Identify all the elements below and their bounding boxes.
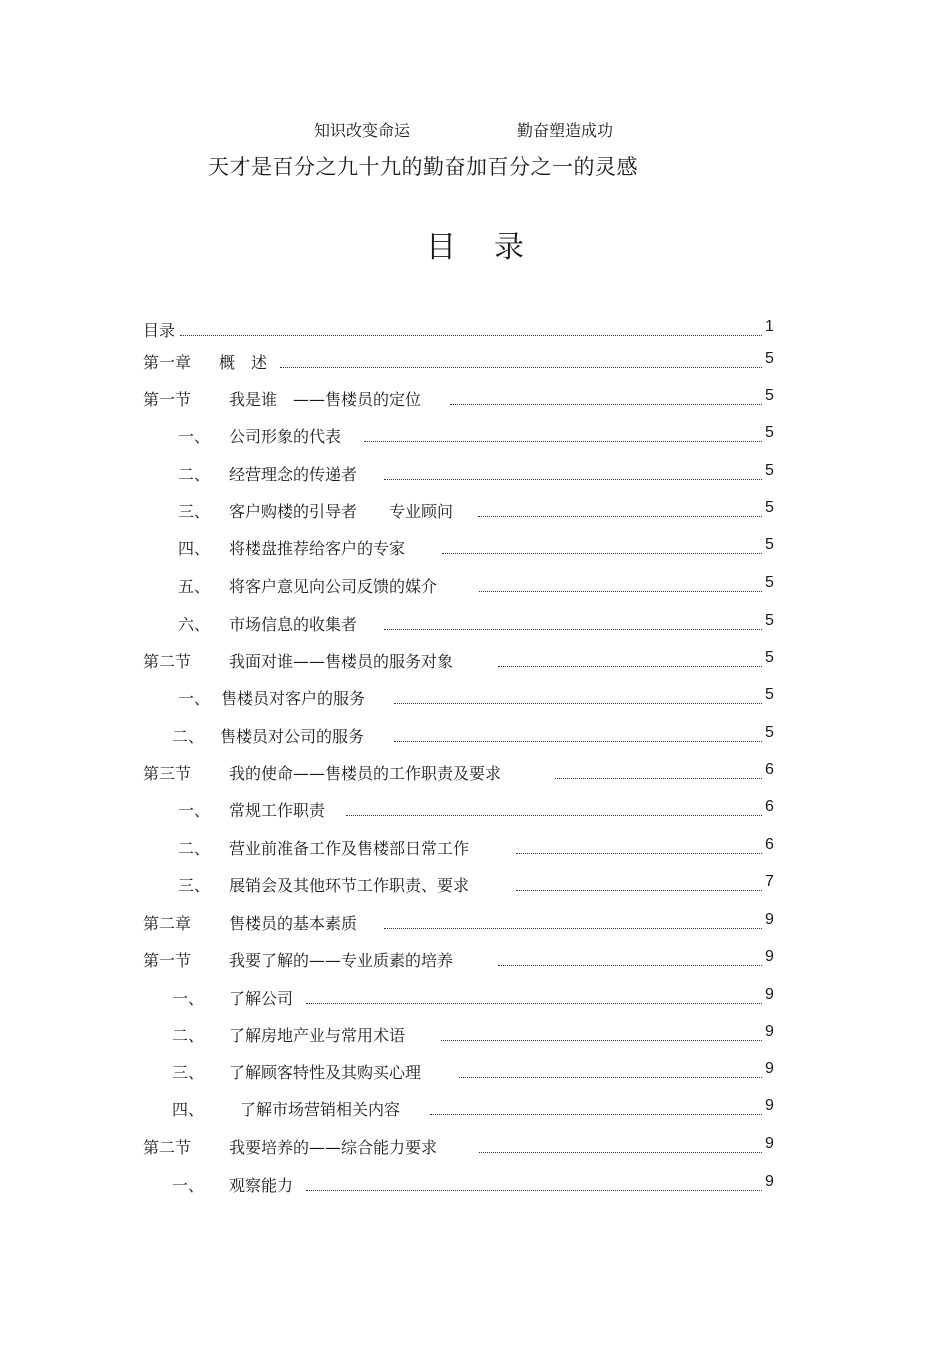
toc-entry-number: 第三节 [143, 764, 192, 783]
toc-entry-number: 三、 [178, 876, 211, 895]
toc-leader-dots [555, 778, 762, 779]
toc-entry[interactable] [0, 350, 950, 372]
toc-entry[interactable] [0, 1097, 950, 1119]
toc-entry-number: 一、 [172, 1176, 205, 1195]
toc-entry-title: 展销会及其他环节工作职责、要求 [229, 876, 470, 895]
toc-entry[interactable] [0, 424, 950, 446]
toc-heading-char-1: 目 [426, 230, 456, 265]
toc-entry-title: 售楼员对公司的服务 [220, 727, 365, 746]
toc-entry[interactable] [0, 798, 950, 820]
toc-entry[interactable] [0, 1135, 950, 1157]
toc-entry-number: 一、 [178, 801, 211, 820]
toc-entry-page: 5 [765, 462, 774, 479]
toc-leader-dots [498, 666, 762, 667]
toc-entry[interactable] [0, 574, 950, 596]
toc-entry-page: 5 [765, 499, 774, 516]
toc-entry-title: 营业前准备工作及售楼部日常工作 [229, 839, 470, 858]
toc-entry[interactable] [0, 836, 950, 858]
toc-leader-dots [450, 404, 762, 405]
motto-left: 知识改变命运 [314, 121, 411, 140]
toc-entry-page: 6 [765, 761, 774, 778]
toc-entry[interactable] [0, 686, 950, 708]
toc-leader-dots [430, 1114, 762, 1115]
quote-line: 天才是百分之九十九的勤奋加百分之一的灵感 [208, 155, 638, 179]
toc-entry-title: 将客户意见向公司反馈的媒介 [229, 577, 438, 596]
toc-leader-dots [394, 741, 762, 742]
motto-right: 勤奋塑造成功 [517, 121, 614, 140]
toc-entry-number: 第二节 [143, 652, 192, 671]
toc-entry-title: 我的使命——售楼员的工作职责及要求 [229, 764, 502, 783]
toc-leader-dots [516, 890, 762, 891]
toc-entry-number: 一、 [178, 427, 211, 446]
toc-entry-title: 公司形象的代表 [229, 427, 342, 446]
toc-entry-title: 我要培养的——综合能力要求 [229, 1138, 438, 1157]
toc-entry-page: 5 [765, 649, 774, 666]
toc-leader-dots [384, 928, 762, 929]
toc-entry[interactable] [0, 761, 950, 783]
toc-leader-dots [441, 1040, 762, 1041]
toc-leader-dots [306, 1190, 762, 1191]
toc-entry-title: 目录 [143, 321, 176, 340]
toc-heading [0, 222, 950, 266]
toc-entry[interactable] [0, 462, 950, 484]
toc-leader-dots [442, 553, 762, 554]
toc-entry-title: 经营理念的传递者 [229, 465, 358, 484]
toc-entry[interactable] [0, 1023, 950, 1045]
toc-entry-title: 我要了解的——专业质素的培养 [229, 951, 454, 970]
toc-entry[interactable] [0, 911, 950, 933]
toc-entry-page: 5 [765, 350, 774, 367]
toc-entry-number: 三、 [178, 502, 211, 521]
toc-entry-page: 9 [765, 911, 774, 928]
toc-entry-page: 5 [765, 387, 774, 404]
toc-entry-title: 常规工作职责 [229, 801, 326, 820]
toc-entry-title: 我面对谁——售楼员的服务对象 [229, 652, 454, 671]
toc-leader-dots [478, 516, 762, 517]
toc-entry-page: 5 [765, 724, 774, 741]
toc-leader-dots [384, 629, 762, 630]
toc-entry[interactable] [0, 649, 950, 671]
toc-entry-page: 5 [765, 574, 774, 591]
toc-entry-page: 6 [765, 836, 774, 853]
toc-entry-page: 9 [765, 948, 774, 965]
toc-entry[interactable] [0, 318, 950, 340]
toc-entry-number: 四、 [172, 1100, 205, 1119]
toc-entry-page: 9 [765, 1097, 774, 1114]
toc-leader-dots [364, 441, 762, 442]
toc-entry-number: 三、 [172, 1063, 205, 1082]
toc-heading-char-2: 录 [494, 230, 524, 265]
toc-entry-number: 四、 [178, 539, 211, 558]
toc-leader-dots [459, 1077, 762, 1078]
toc-entry-title: 售楼员对客户的服务 [221, 689, 366, 708]
toc-entry-title: 了解顾客特性及其购买心理 [229, 1063, 422, 1082]
toc-entry[interactable] [0, 1060, 950, 1082]
toc-entry-number: 二、 [172, 1026, 205, 1045]
toc-entry-title: 概 述 [219, 353, 268, 372]
toc-entry-number: 第一节 [143, 390, 192, 409]
toc-entry-number: 第一节 [143, 951, 192, 970]
toc-entry[interactable] [0, 948, 950, 970]
toc-entry[interactable] [0, 499, 950, 521]
toc-entry-number: 第二节 [143, 1138, 192, 1157]
toc-entry[interactable] [0, 387, 950, 409]
toc-entry-page: 9 [765, 1023, 774, 1040]
toc-entry-number: 二、 [172, 727, 205, 746]
toc-leader-dots [498, 965, 762, 966]
motto-line [0, 118, 950, 142]
toc-leader-dots [479, 591, 762, 592]
toc-entry-page: 9 [765, 1135, 774, 1152]
toc-entry[interactable] [0, 986, 950, 1008]
toc-entry-number: 第一章 [143, 353, 192, 372]
toc-entry-title: 售楼员的基本素质 [229, 914, 358, 933]
toc-entry[interactable] [0, 724, 950, 746]
toc-entry-number: 一、 [178, 689, 211, 708]
toc-leader-dots [479, 1152, 762, 1153]
toc-entry[interactable] [0, 1173, 950, 1195]
toc-entry-number: 二、 [178, 839, 211, 858]
toc-entry-page: 9 [765, 1060, 774, 1077]
toc-entry-page: 5 [765, 536, 774, 553]
toc-entry-page: 9 [765, 1173, 774, 1190]
toc-entry-title: 了解市场营销相关内容 [240, 1100, 401, 1119]
toc-leader-dots [180, 335, 762, 336]
toc-leader-dots [346, 815, 762, 816]
toc-entry-title: 观察能力 [229, 1176, 294, 1195]
toc-entry-title: 客户购楼的引导者 专业顾问 [229, 502, 454, 521]
toc-leader-dots [280, 367, 762, 368]
toc-entry-number: 二、 [178, 465, 211, 484]
toc-entry-title: 了解房地产业与常用术语 [229, 1026, 406, 1045]
toc-entry-number: 第二章 [143, 914, 192, 933]
toc-entry-title: 了解公司 [229, 989, 294, 1008]
toc-entry-page: 5 [765, 686, 774, 703]
toc-entry-number: 六、 [178, 615, 211, 634]
toc-entry-title: 市场信息的收集者 [229, 615, 358, 634]
toc-leader-dots [306, 1003, 762, 1004]
toc-entry-page: 1 [765, 318, 774, 335]
toc-entry-page: 9 [765, 986, 774, 1003]
toc-entry-page: 5 [765, 612, 774, 629]
toc-entry-page: 7 [765, 873, 774, 890]
toc-leader-dots [384, 479, 762, 480]
toc-entry-page: 5 [765, 424, 774, 441]
toc-entry-page: 6 [765, 798, 774, 815]
toc-leader-dots [394, 703, 762, 704]
toc-entry-title: 我是谁 ——售楼员的定位 [229, 390, 422, 409]
toc-entry-number: 五、 [178, 577, 211, 596]
toc-entry-number: 一、 [172, 989, 205, 1008]
toc-entry[interactable] [0, 873, 950, 895]
toc-entry[interactable] [0, 612, 950, 634]
toc-entry[interactable] [0, 536, 950, 558]
toc-entry-title: 将楼盘推荐给客户的专家 [229, 539, 406, 558]
toc-leader-dots [516, 853, 762, 854]
